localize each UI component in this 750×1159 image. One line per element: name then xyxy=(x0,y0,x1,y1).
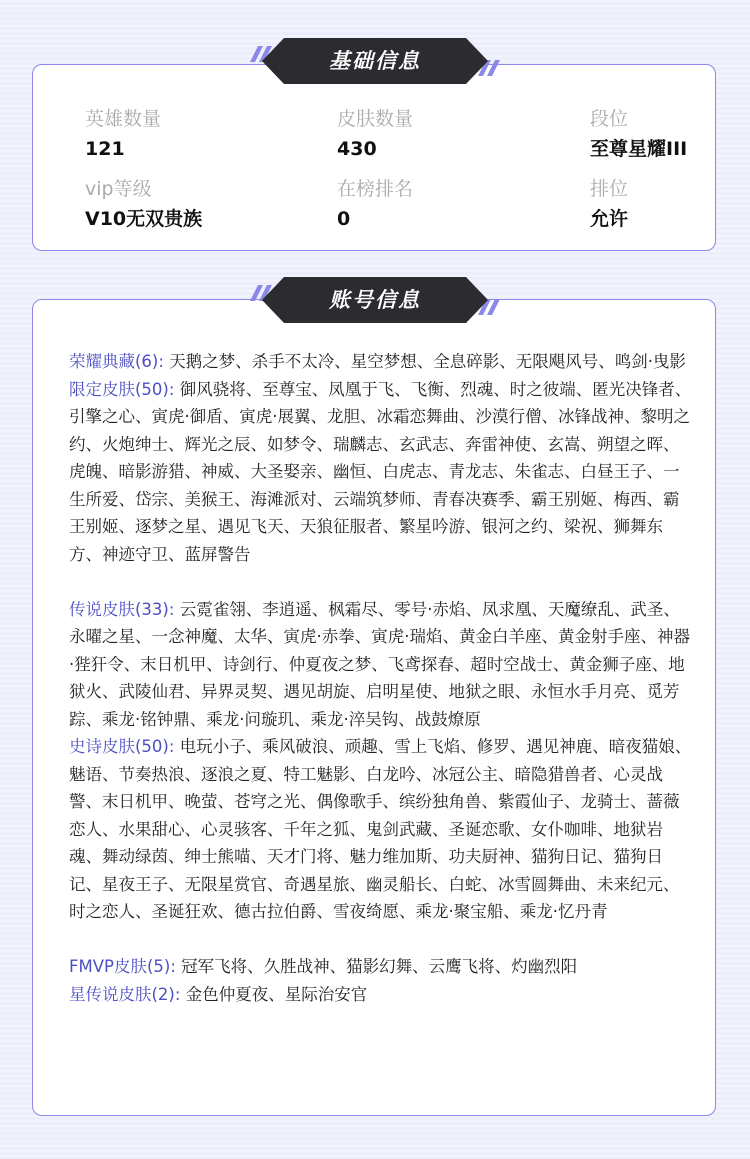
skin-section-honor xyxy=(69,348,695,376)
hero-count-value: 121 xyxy=(85,138,125,160)
category-label: 荣耀典藏(6): xyxy=(69,352,164,371)
ranked-allowed-value: 允许 xyxy=(590,208,629,230)
skin-section-legend xyxy=(69,596,695,734)
skin-items: 金色仲夏夜、星际治安官 xyxy=(185,984,368,1004)
skin-items: 云霓雀翎、李逍遥、枫霜尽、零号·赤焰、凤求凰、天魔缭乱、武圣、永曜之星、一念神魔、太华、寅虎·赤拳、寅虎·瑞焰、黄金白羊座、黄金射手座、神器·狴犴令、末日机甲、诗剑行、仲夏夜之梦、飞鸢探春、超时空战士、黄金狮子座、地狱火、武陵仙君、异界灵契、遇见胡旋、启明星使、地狱之眼、永恒水手月亮、觅芳踪、乘龙·铭钟鼎、乘龙·问璇玑、乘龙·淬吴钩、战鼓燎原 xyxy=(69,599,690,729)
skin-items: 电玩小子、乘风破浪、顽趣、雪上飞焰、修罗、遇见神鹿、暗夜猫娘、魅语、节奏热浪、逐浪之夏、特工魅影、白龙吟、冰冠公主、暗隐猎兽者、心灵战警、末日机甲、晚萤、苍穹之光、偶像歌手、缤纷独角兽、紫霞仙子、龙骑士、蔷薇恋人、水果甜心、心灵骇客、千年之狐、鬼剑武藏、圣诞恋歌、女仆咖啡、地狱岩魂、舞动绿茵、绅士熊喵、天才门将、魅力维加斯、功夫厨神、猫狗日记、猫狗日记、星夜王子、无限星赏官、奇遇星旅、幽灵船长、白蛇、冰雪圆舞曲、未来纪元、时之恋人、圣诞狂欢、德古拉伯爵、雪夜绮愿、乘龙·聚宝船、乘龙·忆丹青 xyxy=(69,737,692,921)
skin-section-fmvp xyxy=(69,953,695,981)
hero-count-label: 英雄数量 xyxy=(85,108,162,130)
skin-section-star-legend xyxy=(69,981,695,1009)
rank-tier-label: 段位 xyxy=(590,108,629,130)
skin-section-epic xyxy=(69,733,695,926)
category-label: 限定皮肤(50): xyxy=(69,379,175,399)
account-info-card xyxy=(32,299,716,1116)
category-label: 传说皮肤(33): xyxy=(69,599,175,619)
leaderboard-rank-label: 在榜排名 xyxy=(337,178,414,200)
vip-level xyxy=(85,177,202,231)
skin-items: 天鹅之梦、杀手不太冷、星空梦想、全息碎影、无限飓风号、鸣剑·曳影 xyxy=(169,352,686,371)
category-label: 史诗皮肤(50): xyxy=(69,737,175,756)
ranked-allowed-label: 排位 xyxy=(590,178,629,200)
basic-info-banner xyxy=(248,38,502,84)
account-info-title: 账号信息 xyxy=(329,288,421,312)
category-label: FMVP皮肤(5): xyxy=(69,957,176,976)
skin-items: 冠军飞将、久胜战神、猫影幻舞、云鹰飞将、灼幽烈阳 xyxy=(181,957,578,976)
skin-count-label: 皮肤数量 xyxy=(337,108,414,130)
skin-section-limited xyxy=(69,376,695,569)
ranked-allowed xyxy=(590,177,628,231)
skin-count-value: 430 xyxy=(337,138,377,160)
basic-info-card xyxy=(32,64,716,251)
rank-tier-value: 至尊星耀III xyxy=(590,138,688,160)
vip-level-label: vip等级 xyxy=(85,178,152,200)
skin-list xyxy=(69,348,695,1008)
rank-tier xyxy=(590,107,687,161)
skin-count xyxy=(337,107,413,161)
vip-level-value: V10无双贵族 xyxy=(85,208,203,230)
skin-items: 御风骁将、至尊宝、凤凰于飞、飞衡、烈魂、时之彼端、匿光决锋者、引擎之心、寅虎·御盾、寅虎·展翼、龙胆、冰霜恋舞曲、沙漠行僧、冰锋战神、黎明之约、火炮绅士、辉光之辰、如梦令、瑞麟志、玄武志、奔雷神使、玄嵩、朔望之晖、虎魄、暗影游猎、神威、大圣娶亲、幽恒、白虎志、青龙志、朱雀志、白昼王子、一生所爱、岱宗、美猴王、海滩派对、云端筑梦师、青春决赛季、霸王别姬、梅西、霸王别姬、逐梦之星、遇见飞天、天狼征服者、繁星吟游、银河之约、梁祝、狮舞东方、神迹守卫、蓝屏警告 xyxy=(69,379,692,564)
leaderboard-rank xyxy=(337,177,413,231)
category-label: 星传说皮肤(2): xyxy=(69,984,181,1004)
hero-count xyxy=(85,107,161,161)
account-info-banner xyxy=(248,277,502,323)
leaderboard-rank-value: 0 xyxy=(337,208,351,230)
basic-info-title: 基础信息 xyxy=(329,49,421,73)
